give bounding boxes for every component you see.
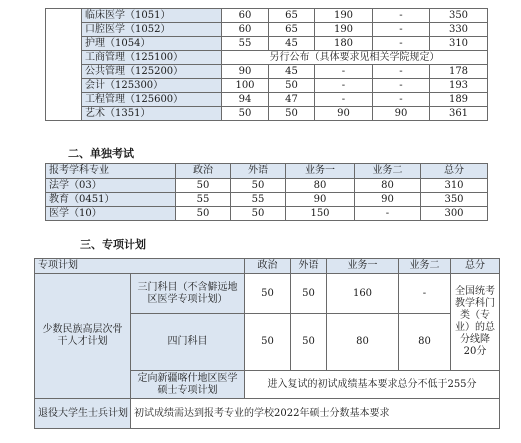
table-row <box>46 93 488 107</box>
cell: 50 <box>222 107 269 121</box>
row-name: 护理（1054） <box>82 37 222 51</box>
cell: - <box>315 93 373 107</box>
cell: 45 <box>269 37 315 51</box>
cell: 50 <box>245 314 291 371</box>
independent-exam-table <box>45 163 488 221</box>
cell: 55 <box>176 193 231 207</box>
cell: 330 <box>430 23 488 37</box>
cell: - <box>399 274 451 314</box>
row-name: 公共管理（125200） <box>82 65 222 79</box>
section-heading-independent-exam: 二、单独考试 <box>68 147 134 160</box>
cell: 310 <box>430 37 488 51</box>
cell: 90 <box>286 193 355 207</box>
cell: 60 <box>222 9 269 23</box>
row-name: 艺术（1351） <box>82 107 222 121</box>
cell: 50 <box>269 107 315 121</box>
four-subject-label: 四门科目 <box>131 314 245 371</box>
cell: - <box>373 37 430 51</box>
cell: - <box>355 207 421 221</box>
header-total: 总分 <box>421 164 488 179</box>
row-name: 法学（03） <box>46 179 176 193</box>
header-foreign-lang: 外语 <box>231 164 286 179</box>
xinjiang-plan-requirement: 进入复试的初试成绩基本要求总分不低于255分 <box>245 371 500 399</box>
cell: 55 <box>222 37 269 51</box>
row-name: 教育（0451） <box>46 193 176 207</box>
cell: - <box>373 65 430 79</box>
table-row <box>46 51 488 65</box>
section-heading-special-plans: 三、专项计划 <box>80 238 146 251</box>
row-name: 临床医学（1051） <box>82 9 222 23</box>
cell: 94 <box>222 93 269 107</box>
header-subject2: 业务二 <box>399 259 451 274</box>
cell: 50 <box>231 207 286 221</box>
cell: 180 <box>315 37 373 51</box>
cell: 190 <box>315 23 373 37</box>
header-subject1: 业务一 <box>286 164 355 179</box>
cell: 55 <box>231 193 286 207</box>
cell: - <box>373 23 430 37</box>
cell: - <box>373 9 430 23</box>
cell: 50 <box>269 79 315 93</box>
cell: 160 <box>327 274 399 314</box>
minority-plan-label: 少数民族高层次骨干人才计划 <box>35 274 131 399</box>
cell: 178 <box>430 65 488 79</box>
cell: 50 <box>245 274 291 314</box>
table-row <box>46 65 488 79</box>
cell: - <box>373 93 430 107</box>
row-name: 口腔医学（1052） <box>82 23 222 37</box>
header-subject2: 业务二 <box>355 164 421 179</box>
header-subject1: 业务一 <box>327 259 399 274</box>
cell: 361 <box>430 107 488 121</box>
cell: 350 <box>421 193 488 207</box>
veteran-plan-requirement: 初试成绩需达到报考专业的学校2022年硕士分数基本要求 <box>131 399 500 429</box>
header-plan: 专项计划 <box>35 259 245 274</box>
cell: 350 <box>430 9 488 23</box>
score-table-continued <box>45 8 488 121</box>
header-politics: 政治 <box>176 164 231 179</box>
cell: 100 <box>222 79 269 93</box>
cell: 50 <box>176 207 231 221</box>
cell: 90 <box>355 193 421 207</box>
cell: 65 <box>269 23 315 37</box>
table-row <box>46 37 488 51</box>
row-name: 工程管理（125600） <box>82 93 222 107</box>
cell: 50 <box>176 179 231 193</box>
veteran-plan-label: 退役大学生士兵计划 <box>35 399 131 429</box>
cell: 50 <box>291 274 327 314</box>
header-major: 报考学科专业 <box>46 164 176 179</box>
cell: 310 <box>421 179 488 193</box>
cell: 190 <box>315 9 373 23</box>
cell: 189 <box>430 93 488 107</box>
cell: 90 <box>222 65 269 79</box>
header-foreign-lang: 外语 <box>291 259 327 274</box>
row-name: 工商管理（125100） <box>82 51 222 65</box>
merged-category-cell <box>46 9 82 121</box>
three-subject-label: 三门科目（不含僻远地区医学专项计划） <box>131 274 245 314</box>
table-row <box>46 23 488 37</box>
row-note: 另行公布（具体要求见相关学院规定） <box>222 51 488 65</box>
special-plan-table <box>34 258 500 429</box>
cell: 45 <box>269 65 315 79</box>
table-row <box>46 79 488 93</box>
cell: - <box>373 79 430 93</box>
cell: 60 <box>222 23 269 37</box>
table-row <box>46 107 488 121</box>
table-row <box>46 179 488 193</box>
cell: 50 <box>291 314 327 371</box>
header-total: 总分 <box>451 259 500 274</box>
row-name: 会计（125300） <box>82 79 222 93</box>
cell: - <box>315 79 373 93</box>
header-politics: 政治 <box>245 259 291 274</box>
cell: 300 <box>421 207 488 221</box>
cell: 80 <box>286 179 355 193</box>
cell: 80 <box>327 314 399 371</box>
total-score-note: 全国统考教学科门类（专业）的总分线降20分 <box>451 274 500 371</box>
cell: 80 <box>355 179 421 193</box>
cell: 90 <box>315 107 373 121</box>
cell: - <box>315 65 373 79</box>
row-name: 医学（10） <box>46 207 176 221</box>
cell: 80 <box>399 314 451 371</box>
cell: 90 <box>373 107 430 121</box>
table-row <box>46 193 488 207</box>
cell: 50 <box>231 179 286 193</box>
cell: 65 <box>269 9 315 23</box>
cell: 193 <box>430 79 488 93</box>
cell: 47 <box>269 93 315 107</box>
table-row <box>46 207 488 221</box>
table-row <box>46 9 488 23</box>
cell: 150 <box>286 207 355 221</box>
xinjiang-plan-label: 定向新疆喀什地区医学硕士专项计划 <box>131 371 245 399</box>
